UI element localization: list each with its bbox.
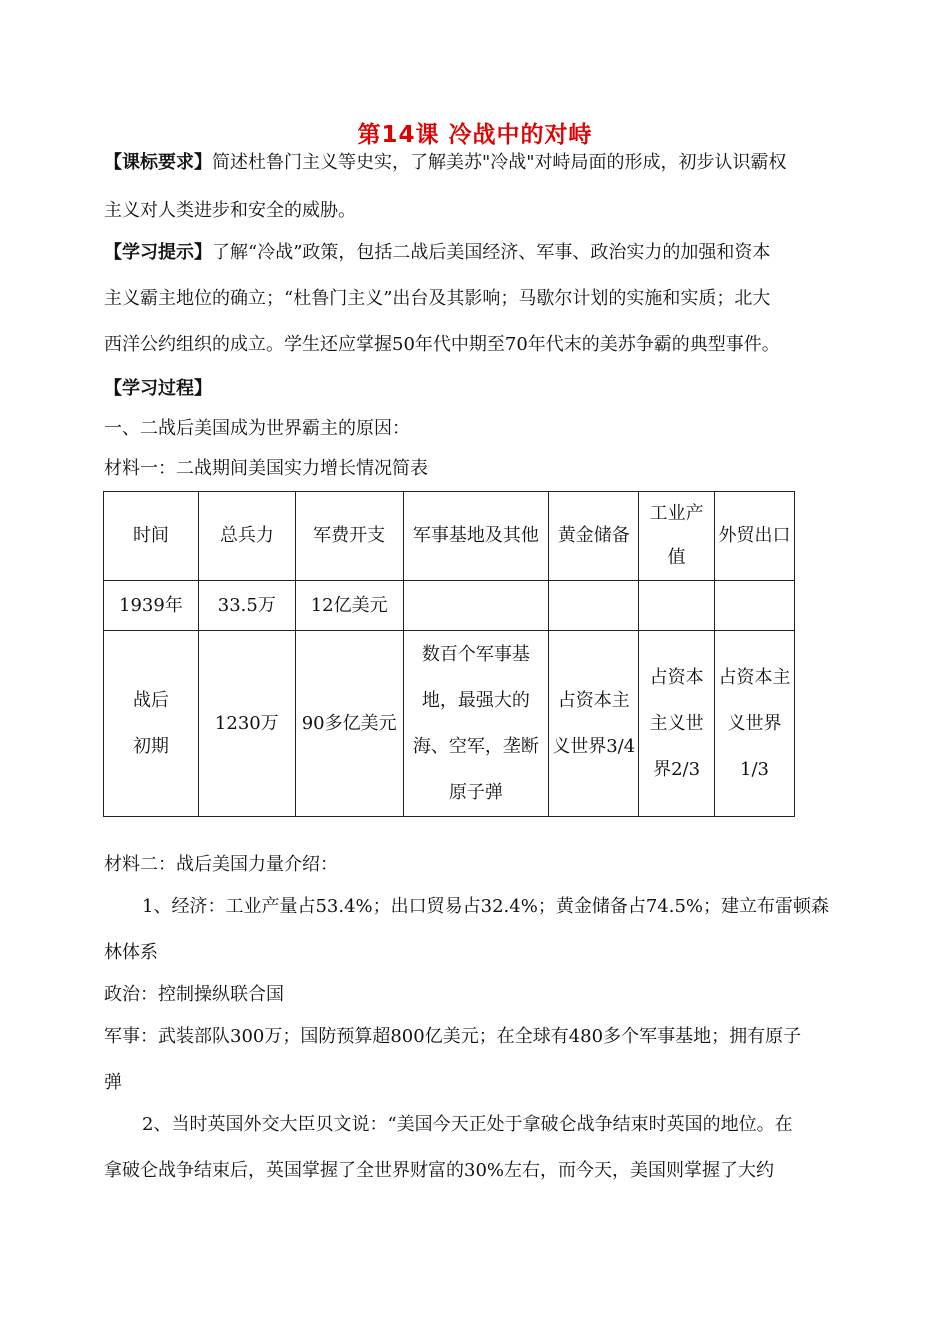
- hint-text1: 了解“冷战”政策，包括二战后美国经济、军事、政治实力的加强和资本: [212, 242, 771, 263]
- military-line1: 军事：武装部队300万；国防预算超800亿美元；在全球有480多个军事基地；拥有原子: [104, 1026, 802, 1047]
- cell-post-troops: 1230万: [198, 631, 295, 817]
- economy-line1: 1、经济：工业产量占53.4%；出口贸易占32.4%；黄金储备占74.5%；建立布雷顿森: [142, 896, 829, 917]
- cell-1939-troops: 33.5万: [198, 581, 295, 631]
- table-row-postwar: [104, 631, 795, 817]
- cell-1939-time: 1939年: [104, 581, 199, 631]
- header-spending: 军费开支: [295, 492, 403, 581]
- cell-1939-spending: 12亿美元: [295, 581, 403, 631]
- section1-heading: 一、二战后美国成为世界霸主的原因：: [104, 418, 410, 439]
- bevin-quote-line1: 2、当时英国外交大臣贝文说：“美国今天正处于拿破仑战争结束时英国的地位。在: [142, 1114, 793, 1135]
- header-industry: 工业产 值: [639, 492, 715, 581]
- hint-line1: [104, 238, 852, 264]
- header-bases: 军事基地及其他: [403, 492, 549, 581]
- cell-1939-bases: [403, 581, 549, 631]
- table-header-row: [104, 492, 795, 581]
- politics-line: 政治：控制操纵联合国: [104, 984, 284, 1005]
- hint-tag: 【学习提示】: [104, 242, 212, 263]
- hint-line2: 主义霸主地位的确立；“杜鲁门主义”出台及其影响；马歇尔计划的实施和实质；北大: [104, 288, 771, 309]
- process-heading: 【学习过程】: [104, 378, 212, 399]
- cell-post-trade: 占资本主 义世界 1/3: [715, 631, 795, 817]
- cell-post-time: 战后 初期: [104, 631, 199, 817]
- cell-1939-industry: [639, 581, 715, 631]
- header-trade: 外贸出口: [715, 492, 795, 581]
- military-line2: 弹: [104, 1072, 122, 1093]
- requirement-line2: 主义对人类进步和安全的威胁。: [104, 200, 356, 221]
- material1-caption: 材料一：二战期间美国实力增长情况简表: [104, 458, 428, 479]
- us-power-table: [103, 491, 795, 817]
- table-row-1939: [104, 581, 795, 631]
- cell-1939-trade: [715, 581, 795, 631]
- cell-post-spending: 90多亿美元: [295, 631, 403, 817]
- lesson-title: 第14课 冷战中的对峙: [357, 122, 593, 148]
- requirement-line1: [104, 148, 852, 174]
- economy-line2: 林体系: [104, 942, 158, 963]
- material2-caption: 材料二：战后美国力量介绍：: [104, 854, 338, 875]
- cell-post-gold: 占资本主 义世界3/4: [549, 631, 639, 817]
- hint-line3: 西洋公约组织的成立。学生还应掌握50年代中期至70年代末的美苏争霸的典型事件。: [104, 334, 780, 355]
- requirement-tag: 【课标要求】: [104, 152, 212, 173]
- cell-post-bases: 数百个军事基 地，最强大的 海、空军，垄断 原子弹: [403, 631, 549, 817]
- bevin-quote-line2: 拿破仑战争结束后，英国掌握了全世界财富的30%左右，而今天，美国则掌握了大约: [104, 1160, 775, 1181]
- header-gold: 黄金储备: [549, 492, 639, 581]
- cell-1939-gold: [549, 581, 639, 631]
- cell-post-industry: 占资本 主义世 界2/3: [639, 631, 715, 817]
- requirement-text1: 简述杜鲁门主义等史实，了解美苏"冷战"对峙局面的形成，初步认识霸权: [212, 152, 787, 173]
- header-time: 时间: [104, 492, 199, 581]
- header-troops: 总兵力: [198, 492, 295, 581]
